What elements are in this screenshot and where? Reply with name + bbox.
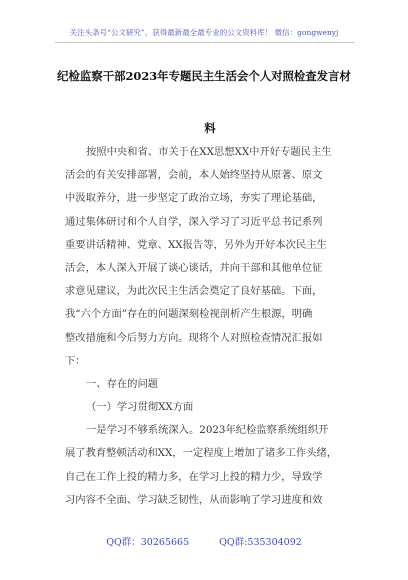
footer-qq-group-1: QQ群：30265665 (106, 537, 190, 548)
subsection-heading: （一）学习贯彻XX方面 (86, 401, 194, 414)
body-line: 活会的有关安排部署，会前，本人始终坚持从原著、原文 (65, 169, 323, 182)
body-line: 中汲取养分，进一步坚定了政治立场，夯实了理论基础， (65, 192, 323, 205)
body-line: 重要讲话精神、党章、XX报告等，另外为开好本次民主生 (65, 238, 327, 251)
document-title-line-1: 纪检监察干部2023年专题民主生活会个人对照检查发言材 (57, 69, 351, 83)
body-line: 下： (65, 354, 86, 367)
header-divider (55, 42, 355, 43)
footer-contact (0, 534, 408, 548)
body-line: 展了教育整顿活动和XX，一定程度上增加了诸多工作头绪， (65, 447, 338, 460)
header-banner: 关注头条号“公文研究”，获得最新最全最专业的公文资料库！ 微信：gongwenyj (69, 28, 339, 37)
document-title-line-2: 料 (204, 121, 216, 135)
body-line: 求意见建议，为此次民主生活会奠定了良好基础。下面， (65, 285, 323, 298)
footer-qq-group-2: QQ群:535304092 (219, 537, 302, 548)
body-line: 习内容不全面、学习缺乏韧性，从而影响了学习进度和效 (65, 493, 323, 506)
section-heading: 一、存在的问题 (86, 377, 159, 390)
body-line: 我“六个方面”存在的问题深刻检视剖析产生根源，明确 (65, 308, 313, 321)
body-line: 自己在工作上投的精力多，在学习上投的精力少，导致学 (65, 470, 323, 483)
body-line: 通过集体研讨和个人自学，深入学习了习近平总书记系列 (65, 215, 323, 228)
body-line: 按照中央和省、市关于在XX思想XX中开好专题民主生 (86, 146, 332, 158)
document-body (65, 141, 365, 512)
body-line: 活会，本人深入开展了谈心谈话，并向干部和其他单位征 (65, 261, 323, 274)
body-line: 一是学习不够系统深入。2023年纪检监察系统组织开 (86, 424, 329, 437)
body-line: 整改措施和今后努力方向。现将个人对照检查情况汇报如 (65, 331, 323, 344)
